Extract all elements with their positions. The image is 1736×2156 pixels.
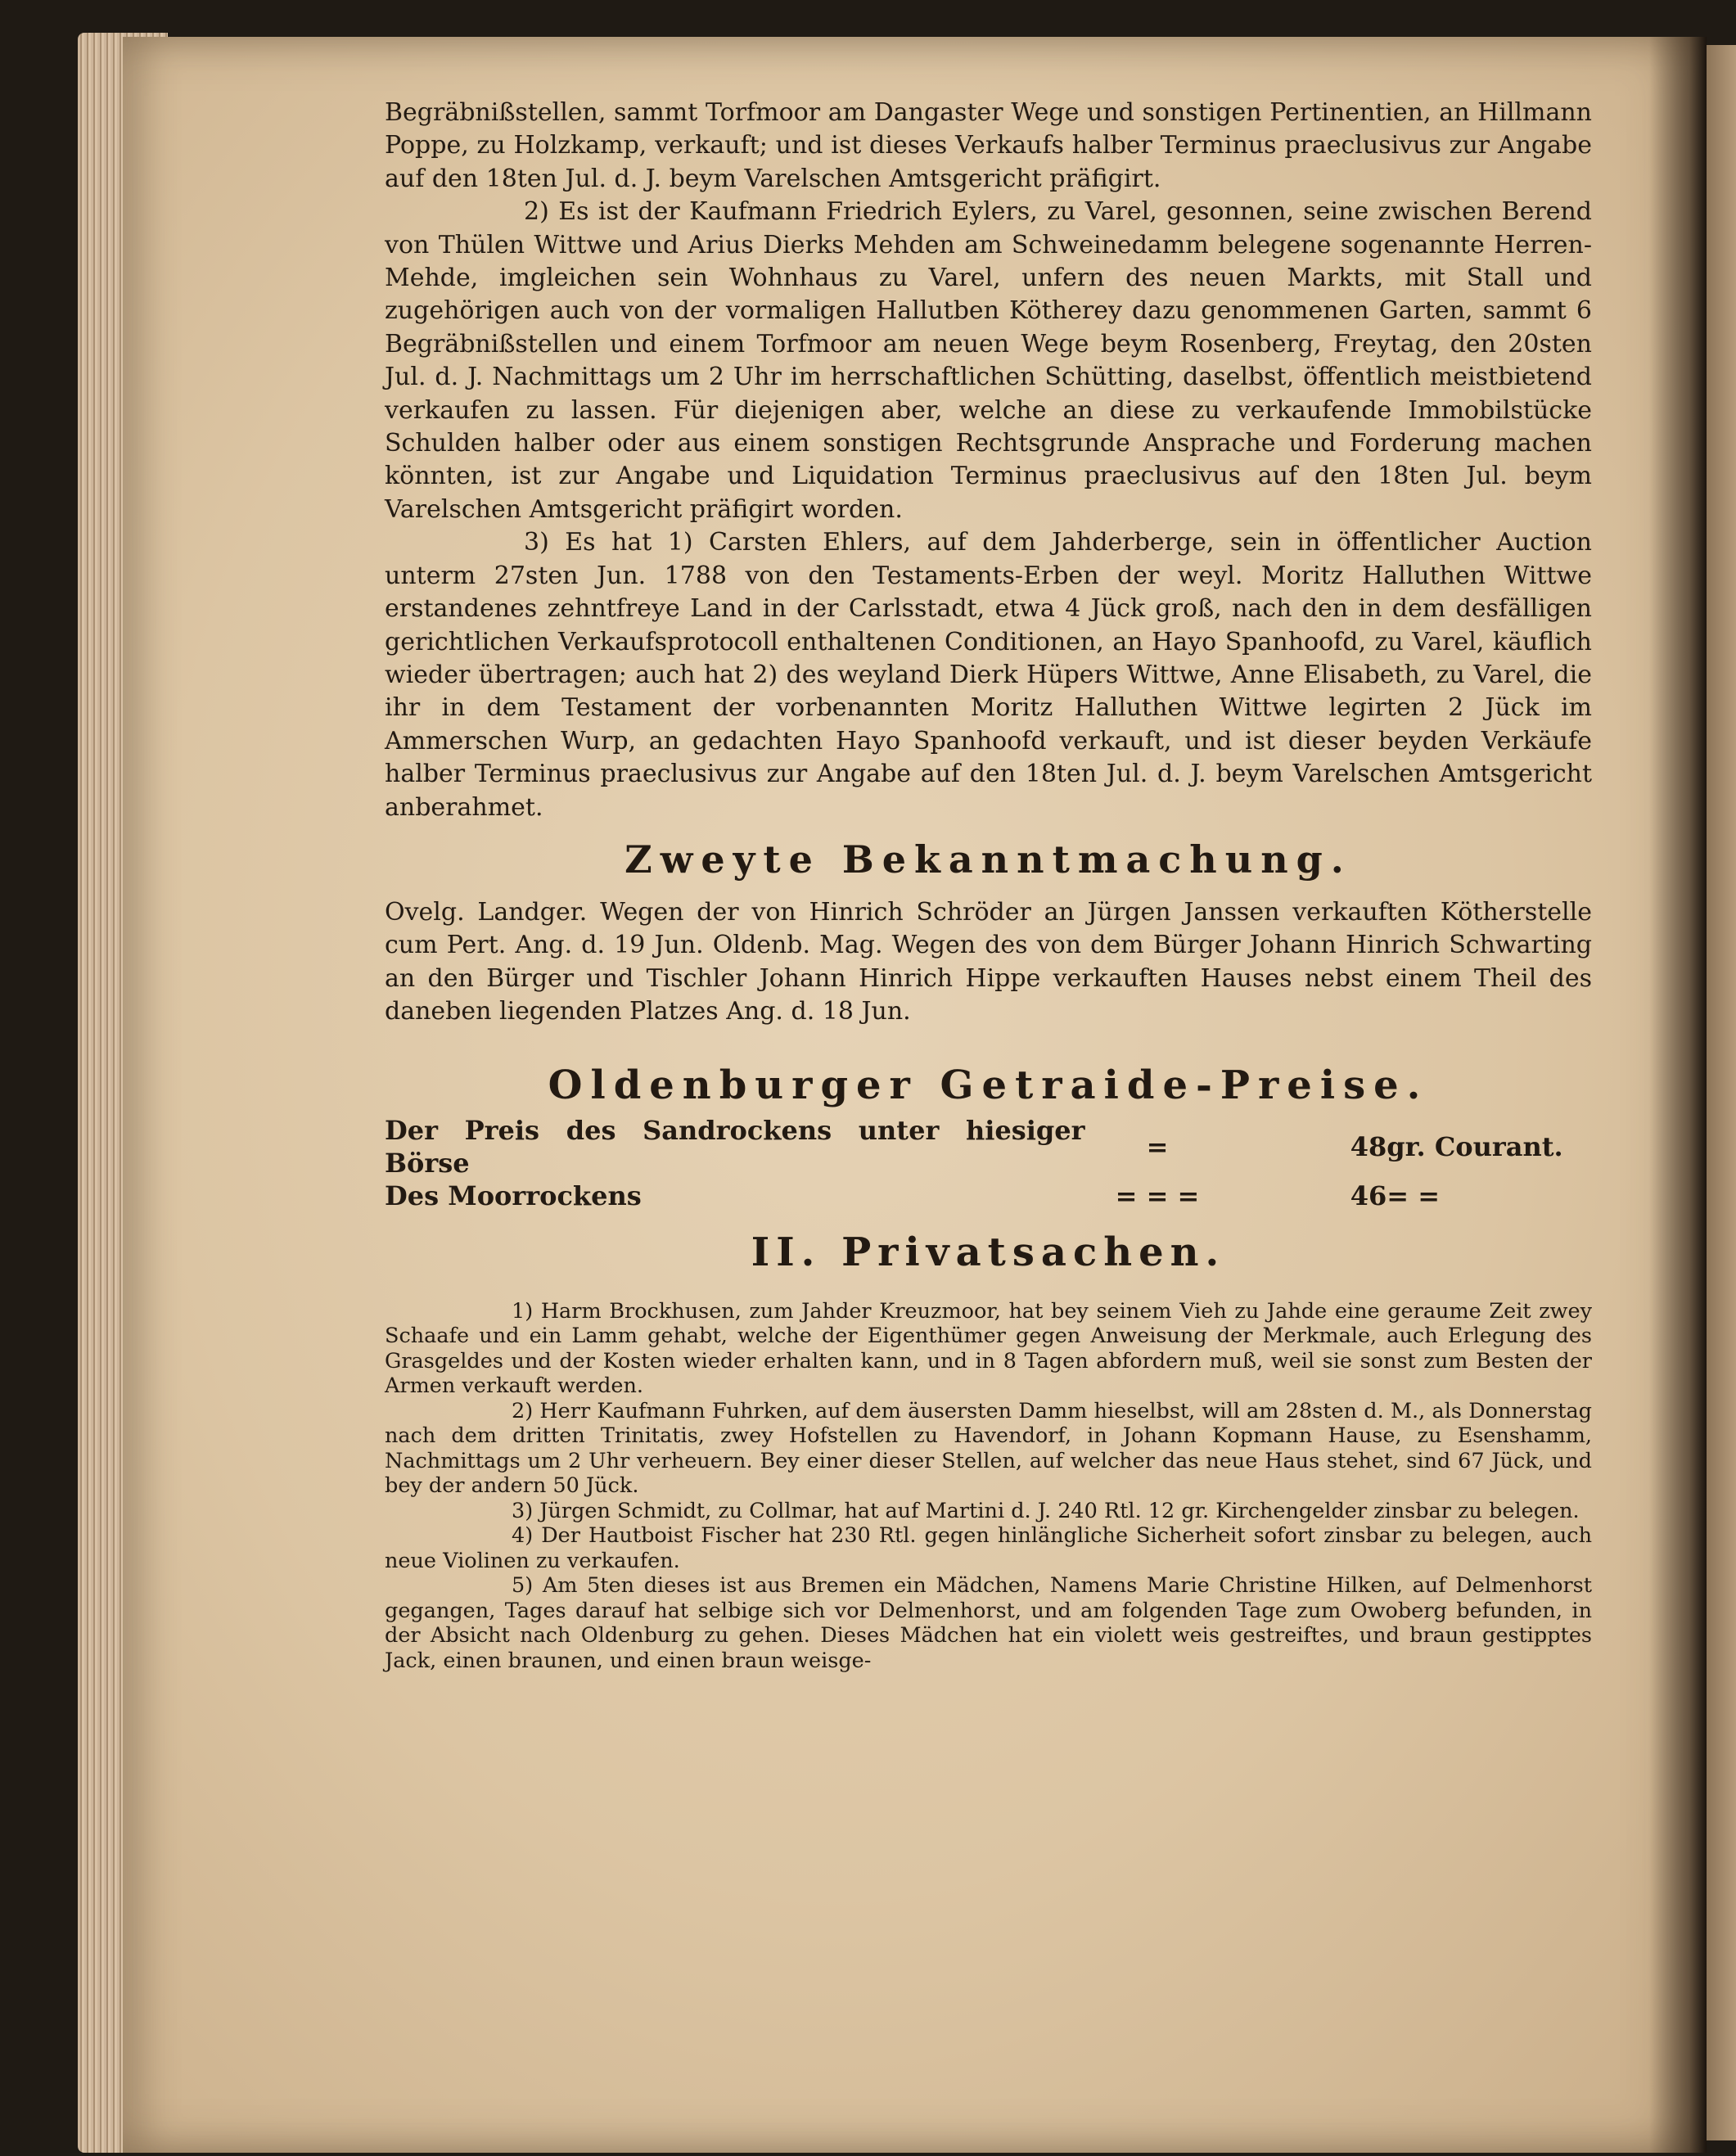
price-value: 46 [1350,1179,1387,1211]
list-item: 4) Der Hautboist Fischer hat 230 Rtl. gegen hinlängliche Sicherheit sofort zinsbar zu belegen, auch neue Violinen zu verkaufen. [385,1523,1592,1573]
notice-item-2: 2) Es ist der Kaufmann Friedrich Eylers, zu Varel, gesonnen, seine zwischen Berend von Thülen Wittwe und Arius Dierks Mehden am Schweinedamm belegene sogenannte Herren-Mehde, imgleichen sein Wohnhaus zu Varel, unfern des neuen Markts, mit Stall und zugehörigen auch von der vormaligen Hallutben Kötherey dazu genommenen Garten, sammt 6 Begräbnißstellen und einem Torfmoor am neuen Wege beym Rosenberg, Freytag, den 20sten Jul. d. J. Nachmittags um 2 Uhr im herrschaftlichen Schütting, daselbst, öffentlich meistbietend verkaufen zu lassen. Für diejenigen aber, welche an diese zu verkaufende Immobilstücke Schulden halber oder aus einem sonstigen Rechtsgrunde Ansprache und Forderung machen könnten, ist zur Angabe und Liquidation Terminus praeclusivus auf den 18ten Jul. beym Varelschen Amtsgericht präfigirt worden. [385,197,1592,524]
second-notice-text: Ovelg. Landger. Wegen der von Hinrich Schröder an Jürgen Janssen verkauften Kötherstelle cum Pert. Ang. d. 19 Jun. Oldenb. Mag. Wegen des von dem Bürger Johann Hinrich Schwarting an den Bürger und Tischler Johann Hinrich Hippe verkauften Hauses nebst einem Theil des daneben liegenden Platzes Ang. d. 18 Jun. [385,897,1592,1026]
binding-gutter [1649,37,1707,2153]
list-item: 1) Harm Brockhusen, zum Jahder Kreuzmoor, hat bey seinem Vieh zu Jahde eine geraume Zeit zwey Schaafe und ein Lamm gehabt, welche der Eigenthümer gegen Anweisung der Merkmale, auch Erlegung des Grasgeldes und der Kosten wieder erhalten kann, und in 8 Tagen abfordern muß, weil sie sonst zum Besten der Armen verkauft werden. [385,1298,1592,1399]
list-item: 3) Jürgen Schmidt, zu Collmar, hat auf Martini d. J. 240 Rtl. 12 gr. Kirchengelder zinsbar zu belegen. [512,1498,1580,1523]
table-row [385,1114,1592,1179]
heading-second-notice: Zweyte Bekanntmachung. [625,837,1352,882]
price-unit: gr. Courant. [1387,1130,1563,1162]
price-label: Des Moorrockens [385,1179,642,1211]
price-label: Der Preis des Sandrockens unter hiesiger Börse [385,1114,1085,1179]
list-item: 5) Am 5ten dieses ist aus Bremen ein Mädchen, Namens Marie Christine Hilken, auf Delmenhorst gegangen, Tages darauf hat selbige sich vor Delmenhorst, und am folgenden Tage zum Owoberg befunden, in der Absicht nach Oldenburg zu gehen. Dieses Mädchen hat ein violett weis gestreiftes, und braun gestipptes Jack, einen braunen, und einen braun weisge- [385,1573,1592,1673]
paragraph-continued: Begräbnißstellen, sammt Torfmoor am Dangaster Wege und sonstigen Pertinentien, an Hillmann Poppe, zu Holzkamp, verkauft; und ist dieses Verkaufs halber Terminus praeclusivus zur Angabe auf den 18ten Jul. d. J. beym Varelschen Amtsgericht präfigirt. [385,98,1592,193]
table-row [385,1179,1592,1212]
heading-grain-prices: Oldenburger Getraide-Preise. [548,1062,1429,1108]
price-dots: = = = [1115,1179,1200,1211]
price-unit: = = [1387,1179,1441,1211]
price-value: 48 [1350,1130,1387,1162]
private-matters-list [385,1299,1592,1674]
heading-private-matters: II. Privatsachen. [751,1229,1226,1275]
grain-price-table [385,1114,1592,1212]
price-dots: = [1146,1130,1169,1162]
page-text [385,97,1592,1673]
list-item: 2) Herr Kaufmann Fuhrken, auf dem äusersten Damm hieselbst, will am 28sten d. M., als Donnerstag nach dem dritten Trinitatis, zwey Hofstellen zu Havendorf, in Johann Kopmann Hause, zu Esenshamm, Nachmittags um 2 Uhr verheuern. Bey einer dieser Stellen, auf welcher das neue Haus stehet, sind 67 Jück, und bey der andern 50 Jück. [385,1398,1592,1499]
notice-item-3: 3) Es hat 1) Carsten Ehlers, auf dem Jahderberge, sein in öffentlicher Auction unterm 27sten Jun. 1788 von den Testaments-Erben der weyl. Moritz Halluthen Wittwe erstandenes zehntfreye Land in der Carlsstadt, etwa 4 Jück groß, nach den in dem desfälligen gerichtlichen Verkaufsprotocoll enthaltenen Conditionen, an Hayo Spanhoofd, zu Varel, käuflich wieder übertragen; auch hat 2) des weyland Dierk Hüpers Wittwe, Anne Elisabeth, zu Varel, die ihr in dem Testament der vorbenannten Moritz Halluthen Wittwe legirten 2 Jück im Ammerschen Wurp, an gedachten Hayo Spanhoofd verkauft, und ist dieser beyden Verkäufe halber Terminus praeclusivus zur Angabe auf den 18ten Jul. d. J. beym Varelschen Amtsgericht anberahmet. [385,528,1592,822]
facing-page-edge [1707,45,1736,2140]
